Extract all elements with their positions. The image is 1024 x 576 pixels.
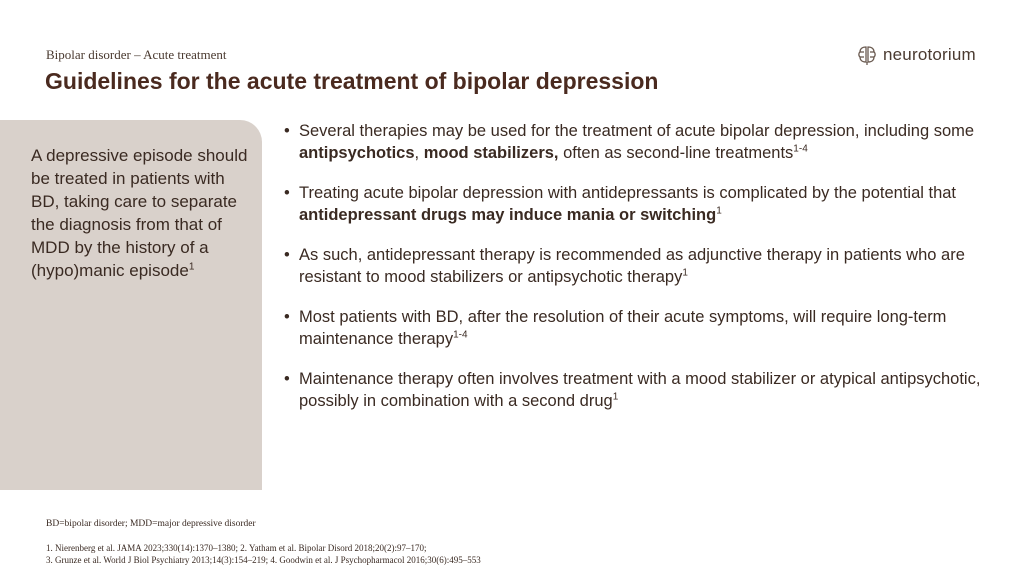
brain-icon bbox=[856, 44, 878, 66]
brand-name: neurotorium bbox=[883, 45, 976, 64]
abbreviations-footnote: BD=bipolar disorder; MDD=major depressive disorder bbox=[46, 519, 256, 529]
bullet-item: • Maintenance therapy often involves treatment with a mood stabilizer or atypical antipsychotic, possibly in combination with a second drug$^1$ bbox=[284, 370, 981, 410]
page-title: Guidelines for the acute treatment of bipolar depression bbox=[45, 68, 659, 94]
reference-line: 1. Nierenberg et al. JAMA 2023;330(14):1370–1380; 2. Yatham et al. Bipolar Disord 2018;20(2):97–170; bbox=[46, 543, 427, 553]
bullet-marker: • bbox=[284, 122, 290, 140]
bullet-item: • As such, antidepressant therapy is recommended as adjunctive therapy in patients who are resistant to mood stabilizers or antipsychotic therapy$^1$ bbox=[284, 246, 965, 286]
key-message-panel bbox=[0, 120, 262, 490]
bullet-list bbox=[282, 120, 982, 430]
references bbox=[46, 542, 481, 566]
key-message: A depressive episode should be treated in patients with BD, taking care to separate the diagnosis from that of MDD by the history of a (hypo)manic episode$^1$ bbox=[31, 146, 248, 280]
bullet-item: • Several therapies may be used for the treatment of acute bipolar depression, including some antipsychotics, mood stabilizers, often as second-line treatments$^{1-4}$ bbox=[284, 122, 975, 162]
bullet-marker: • bbox=[284, 308, 290, 326]
reference-line: 3. Grunze et al. World J Biol Psychiatry 2013;14(3):154–219; 4. Goodwin et al. J Psychopharmacol 2016;30(6):495–553 bbox=[46, 555, 481, 565]
bullet-marker: • bbox=[284, 246, 290, 264]
bullet-marker: • bbox=[284, 184, 290, 202]
section-kicker: Bipolar disorder – Acute treatment bbox=[46, 47, 227, 62]
bullet-item: • Most patients with BD, after the resolution of their acute symptoms, will require long-term maintenance therapy$^{1-4}$ bbox=[284, 308, 947, 348]
bullet-item: • Treating acute bipolar depression with antidepressants is complicated by the potential that antidepressant drugs may induce mania or switching$^1$ bbox=[284, 184, 957, 224]
bullet-marker: • bbox=[284, 370, 290, 388]
brand-logo bbox=[856, 44, 976, 66]
